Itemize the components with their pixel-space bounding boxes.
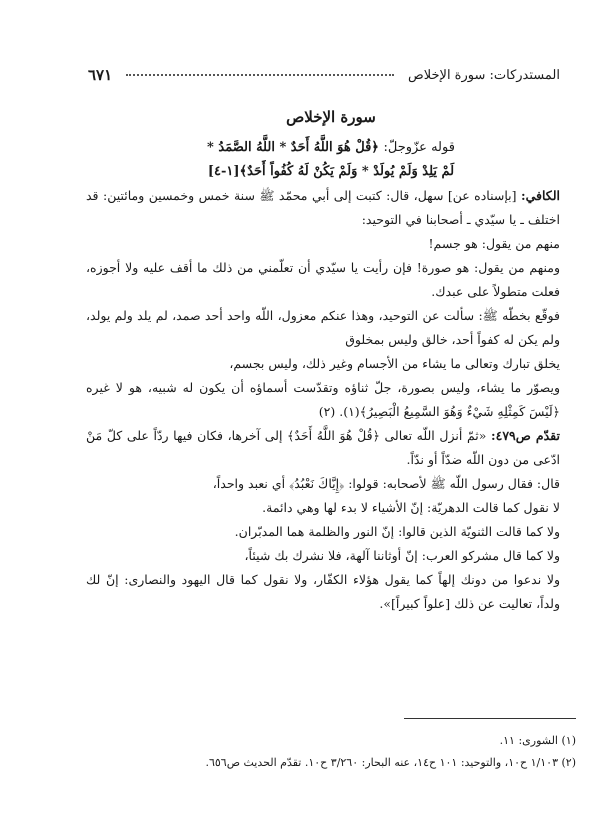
surah-title: سورة الإخلاص bbox=[286, 108, 376, 126]
paragraph bbox=[86, 376, 576, 424]
paragraph-text: قال: فقال رسول اللّه ﷺ لأصحابه: قولوا: ﴿إِيَّاكَ نَعْبُدُ﴾ أي نعبد واحداً، bbox=[212, 476, 560, 491]
source-keyword: تقدّم ص٤٧٩: bbox=[491, 428, 560, 443]
commentary-text bbox=[86, 184, 576, 616]
paragraph-text: ومنهم من يقول: هو صورة! فإن رأيت يا سيّدي أن تعلّمني من ذلك ما أقف عليه ولا أجوزه، فعلت متطولاً على عبدك. bbox=[86, 260, 560, 299]
paragraph-text: ولا كما قال مشركو العرب: إنّ أوثاننا آلهة، فلا نشرك بك شيئاً، bbox=[244, 548, 560, 563]
paragraph-text: ولا كما قالت الثنويّة الذين قالوا: إنّ النور والظلمة هما المدبّران. bbox=[234, 524, 560, 539]
verse-intro: قوله عزّوجلّ: bbox=[383, 140, 455, 155]
paragraph-text: ويصوّر ما يشاء، وليس بصورة، جلّ ثناؤه وتقدّست أسماؤه أن يكون له شبيه، هو لا غيره ﴿لَيْسَ كَمِثْلِهِ شَيْءٌ وَهُوَ السَّمِيعُ الْبَصِيرُ﴾(١). (٢) bbox=[86, 380, 560, 419]
paragraph bbox=[86, 304, 576, 352]
paragraph-text: فوقّع بخطّه ﷺ: سألت عن التوحيد، وهذا عنكم معزول، اللّه واحد أحد صمد، لم يلد ولم يولد، ولم يكن له كفواً أحد، خالق وليس بمخلوق bbox=[86, 308, 560, 347]
running-header bbox=[88, 64, 560, 86]
page-number: ٦٧١ bbox=[88, 66, 113, 84]
source-keyword: الكافي: bbox=[520, 188, 560, 203]
paragraph bbox=[86, 184, 576, 232]
paragraph bbox=[86, 568, 576, 616]
footnotes bbox=[24, 730, 576, 774]
verse-line-1 bbox=[86, 136, 576, 160]
paragraph bbox=[86, 544, 576, 568]
footnote-rule bbox=[404, 718, 576, 719]
verse-line-2: لَمْ يَلِدْ وَلَمْ يُولَدْ * وَلَمْ يَكُنْ لَهُ كُفُواً أَحَدٌ﴾[١-٤] bbox=[207, 164, 455, 179]
footnote-1: (١) الشورى: ١١. bbox=[499, 734, 576, 747]
paragraph-text: يخلق تبارك وتعالى ما يشاء من الأجسام وغير ذلك، وليس بجسم، bbox=[229, 356, 560, 371]
paragraph bbox=[86, 232, 576, 256]
footnote-2: (٢) ١/١٠٣ ح١٠، والتوحيد: ١٠١ ح١٤، عنه البحار: ٣/٢٦٠ ح١٠. تقدّم الحديث ص٦٥٦. bbox=[205, 756, 576, 769]
paragraph bbox=[86, 496, 576, 520]
paragraph bbox=[86, 472, 576, 496]
verse-text-1: ﴿قُلْ هُوَ اللَّهُ أَحَدٌ * اللَّهُ الصَّمَدُ * bbox=[207, 140, 379, 155]
running-title: المستدركات: سورة الإخلاص bbox=[408, 67, 560, 83]
paragraph bbox=[86, 424, 576, 472]
paragraph-text: ولا ندعوا من دونك إلهاً كما يقول هؤلاء الكفّار، ولا نقول كما قال اليهود والنصارى: إنّ لك ولداً، تعاليت عن ذلك [علواً كبيراً]». bbox=[86, 572, 560, 611]
page-body bbox=[86, 108, 576, 616]
paragraph bbox=[86, 256, 576, 304]
header-dotted-rule bbox=[126, 74, 394, 76]
paragraph-text: [بإسناده عن] سهل، قال: كتبت إلى أبي محمّد ﷺ سنة خمس وخمسين ومائتين: قد اختلف ـ يا سيّدي ـ أصحابنا في التوحيد: bbox=[86, 188, 560, 227]
paragraph-text: منهم من يقول: هو جسم! bbox=[428, 236, 560, 251]
paragraph-text: لا نقول كما قالت الدهريّة: إنّ الأشياء لا بدء لها وهي دائمة. bbox=[262, 500, 560, 515]
paragraph bbox=[86, 520, 576, 544]
paragraph-text: «ثمّ أنزل اللّه تعالى ﴿قُلْ هُوَ اللَّهُ أَحَدٌ﴾ إلى آخرها، فكان فيها ردّاً على كلّ مَنْ ادّعى من دون اللّه ضدّاً أو ندّاً. bbox=[86, 428, 560, 467]
paragraph bbox=[86, 352, 576, 376]
